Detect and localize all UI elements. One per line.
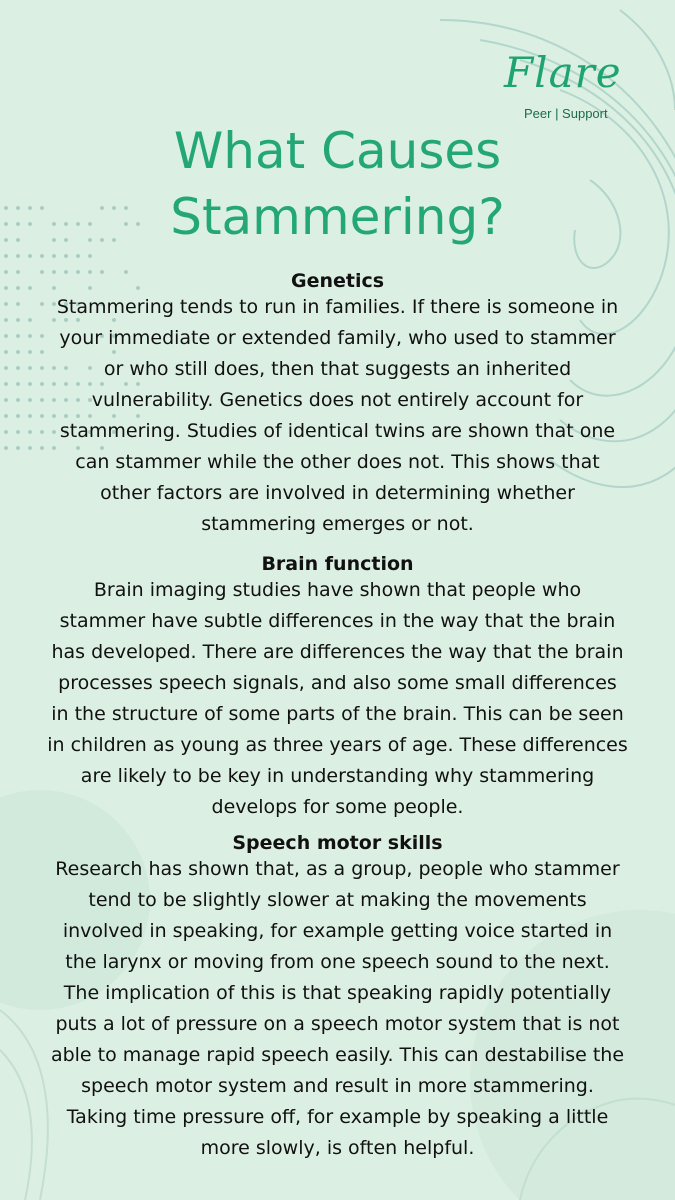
body-line: The implication of this is that speaking rapidly potentially	[63, 982, 612, 1004]
body-line: in the structure of some parts of the brain. This can be seen	[51, 703, 624, 725]
body-line: Taking time pressure off, for example by speaking a little	[66, 1106, 609, 1128]
body-line: or who still does, then that suggests an inherited	[103, 358, 572, 380]
body-line: can stammer while the other does not. This shows that	[75, 451, 600, 473]
body-line: develops for some people.	[211, 796, 464, 818]
body-line: tend to be slightly slower at making the movements	[88, 889, 587, 911]
body-line: Brain imaging studies have shown that people who	[93, 579, 582, 601]
section-brain-function	[0, 553, 675, 823]
body-line: puts a lot of pressure on a speech motor system that is not	[55, 1013, 620, 1035]
section-body	[0, 854, 675, 1164]
logo-subtitle: Peer | Support	[524, 106, 608, 121]
body-line: the larynx or moving from one speech sound to the next.	[65, 951, 610, 973]
logo-wordmark: Flare	[504, 48, 622, 97]
body-line: other factors are involved in determining whether	[100, 482, 575, 504]
body-line: stammering emerges or not.	[201, 513, 474, 535]
body-line: able to manage rapid speech easily. This can destabilise the	[50, 1044, 625, 1066]
section-body	[0, 292, 675, 540]
section-heading: Speech motor skills	[232, 832, 443, 854]
body-line: involved in speaking, for example getting voice started in	[62, 920, 613, 942]
section-body	[0, 575, 675, 823]
body-line: processes speech signals, and also some small differences	[58, 672, 617, 694]
body-line: vulnerability. Genetics does not entirely account for	[91, 389, 584, 411]
section-heading: Genetics	[290, 270, 385, 292]
body-line: are likely to be key in understanding why stammering	[80, 765, 595, 787]
body-line: stammer have subtle differences in the way that the brain	[59, 610, 616, 632]
section-heading: Brain function	[261, 553, 414, 575]
body-line: Research has shown that, as a group, people who stammer	[55, 858, 620, 880]
body-line: more slowly, is often helpful.	[200, 1137, 475, 1159]
body-line: your immediate or extended family, who used to stammer	[59, 327, 616, 349]
body-line: stammering. Studies of identical twins are shown that one	[59, 420, 616, 442]
page-title	[0, 118, 675, 250]
flare-logo	[500, 48, 650, 128]
body-line: in children as young as three years of age. These differences	[47, 734, 628, 756]
title-line: What Causes	[173, 122, 502, 180]
body-line: speech motor system and result in more stammering.	[81, 1075, 594, 1097]
body-line: has developed. There are differences the way that the brain	[51, 641, 624, 663]
section-genetics	[0, 270, 675, 540]
body-line: Stammering tends to run in families. If there is someone in	[56, 296, 619, 318]
section-speech-motor-skills	[0, 832, 675, 1164]
title-line: Stammering?	[170, 188, 505, 246]
